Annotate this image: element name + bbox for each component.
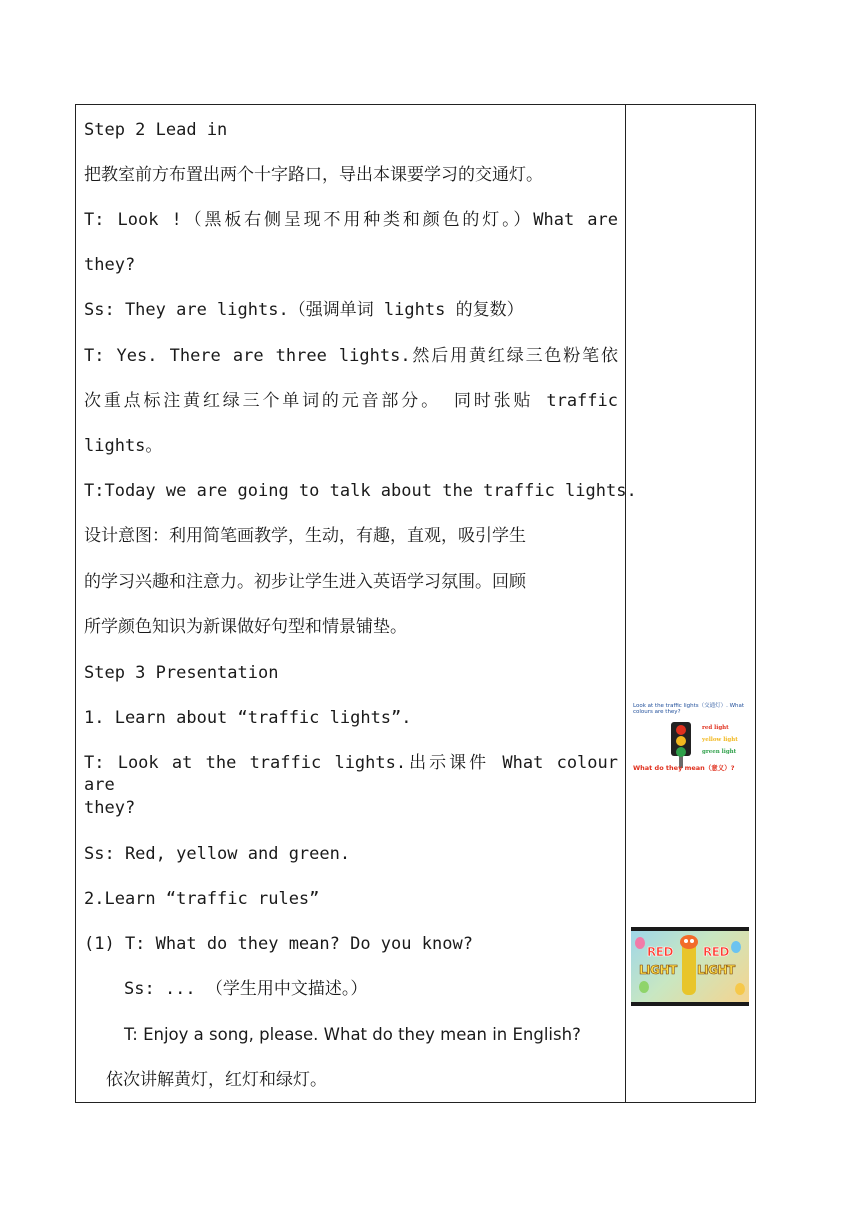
heading-step3: Step 3 Presentation <box>84 663 279 683</box>
text-line: 依次讲解黄灯，红灯和绿灯。 <box>106 1070 327 1090</box>
balloon-icon <box>731 941 741 953</box>
text-line: 2.Learn “traffic rules” <box>84 889 320 909</box>
slide-bottom-question: What do they mean（意义）? <box>633 764 735 772</box>
video-frame <box>631 931 749 1002</box>
green-lamp-icon <box>676 747 686 757</box>
text-line: T:Today we are going to talk about the traffic lights. <box>84 481 637 501</box>
text-line: they? <box>84 255 136 275</box>
green-light-label: green light <box>702 749 737 755</box>
design-intent-line: 设计意图：利用简笔画教学，生动，有趣，直观，吸引学生 <box>84 526 526 546</box>
video-word-red-right: RED <box>703 945 729 959</box>
red-lamp-icon <box>676 725 686 735</box>
balloon-icon <box>639 981 649 993</box>
text-line: Ss: ... （学生用中文描述。） <box>124 979 368 999</box>
text-line: lights。 <box>84 436 163 456</box>
text-line: (1) T: What do they mean? Do you know? <box>84 934 473 954</box>
balloon-icon <box>735 983 745 995</box>
yellow-light-label: yellow light <box>702 737 738 743</box>
cartoon-eye-icon <box>690 939 694 943</box>
column-divider <box>625 105 626 1102</box>
video-word-light-right: LIGHT <box>697 963 735 977</box>
text-line: 把教室前方布置出两个十字路口，导出本课要学习的交通灯。 <box>84 165 543 185</box>
heading-step2: Step 2 Lead in <box>84 120 228 140</box>
traffic-lights-slide-thumbnail <box>631 701 749 777</box>
red-light-label: red light <box>702 725 729 731</box>
text-line: 1. Learn about “traffic lights”. <box>84 708 412 728</box>
text-line: T: Yes. There are three lights.然后用黄红绿三色粉笔依 <box>84 346 618 366</box>
text-line: 次重点标注黄红绿三个单词的元音部分。 同时张贴 traffic <box>84 391 618 411</box>
yellow-lamp-icon <box>676 736 686 746</box>
text-line: they? <box>84 798 136 818</box>
text-line: T: Enjoy a song, please. What do they mean in English? <box>124 1025 581 1044</box>
text-line: T: Look at the traffic lights.出示课件 What colour are <box>84 753 618 795</box>
design-intent-line: 的学习兴趣和注意力。初步让学生进入英语学习氛围。回顾 <box>84 572 526 592</box>
text-line: Ss: They are lights.（强调单词 lights 的复数） <box>84 300 524 320</box>
cartoon-eye-icon <box>684 939 688 943</box>
red-light-video-thumbnail <box>631 927 749 1006</box>
lesson-table <box>75 104 756 1103</box>
slide-question: Look at the traffic lights（交通灯）. What colours are they? <box>633 703 745 715</box>
text-line: Ss: Red, yellow and green. <box>84 844 351 864</box>
balloon-icon <box>635 937 645 949</box>
video-word-red-left: RED <box>647 945 673 959</box>
video-word-light-left: LIGHT <box>639 963 677 977</box>
design-intent-line: 所学颜色知识为新课做好句型和情景铺垫。 <box>84 617 407 637</box>
text-line: T: Look !（黑板右侧呈现不用种类和颜色的灯。）What are <box>84 210 618 230</box>
cartoon-head-icon <box>680 935 698 949</box>
